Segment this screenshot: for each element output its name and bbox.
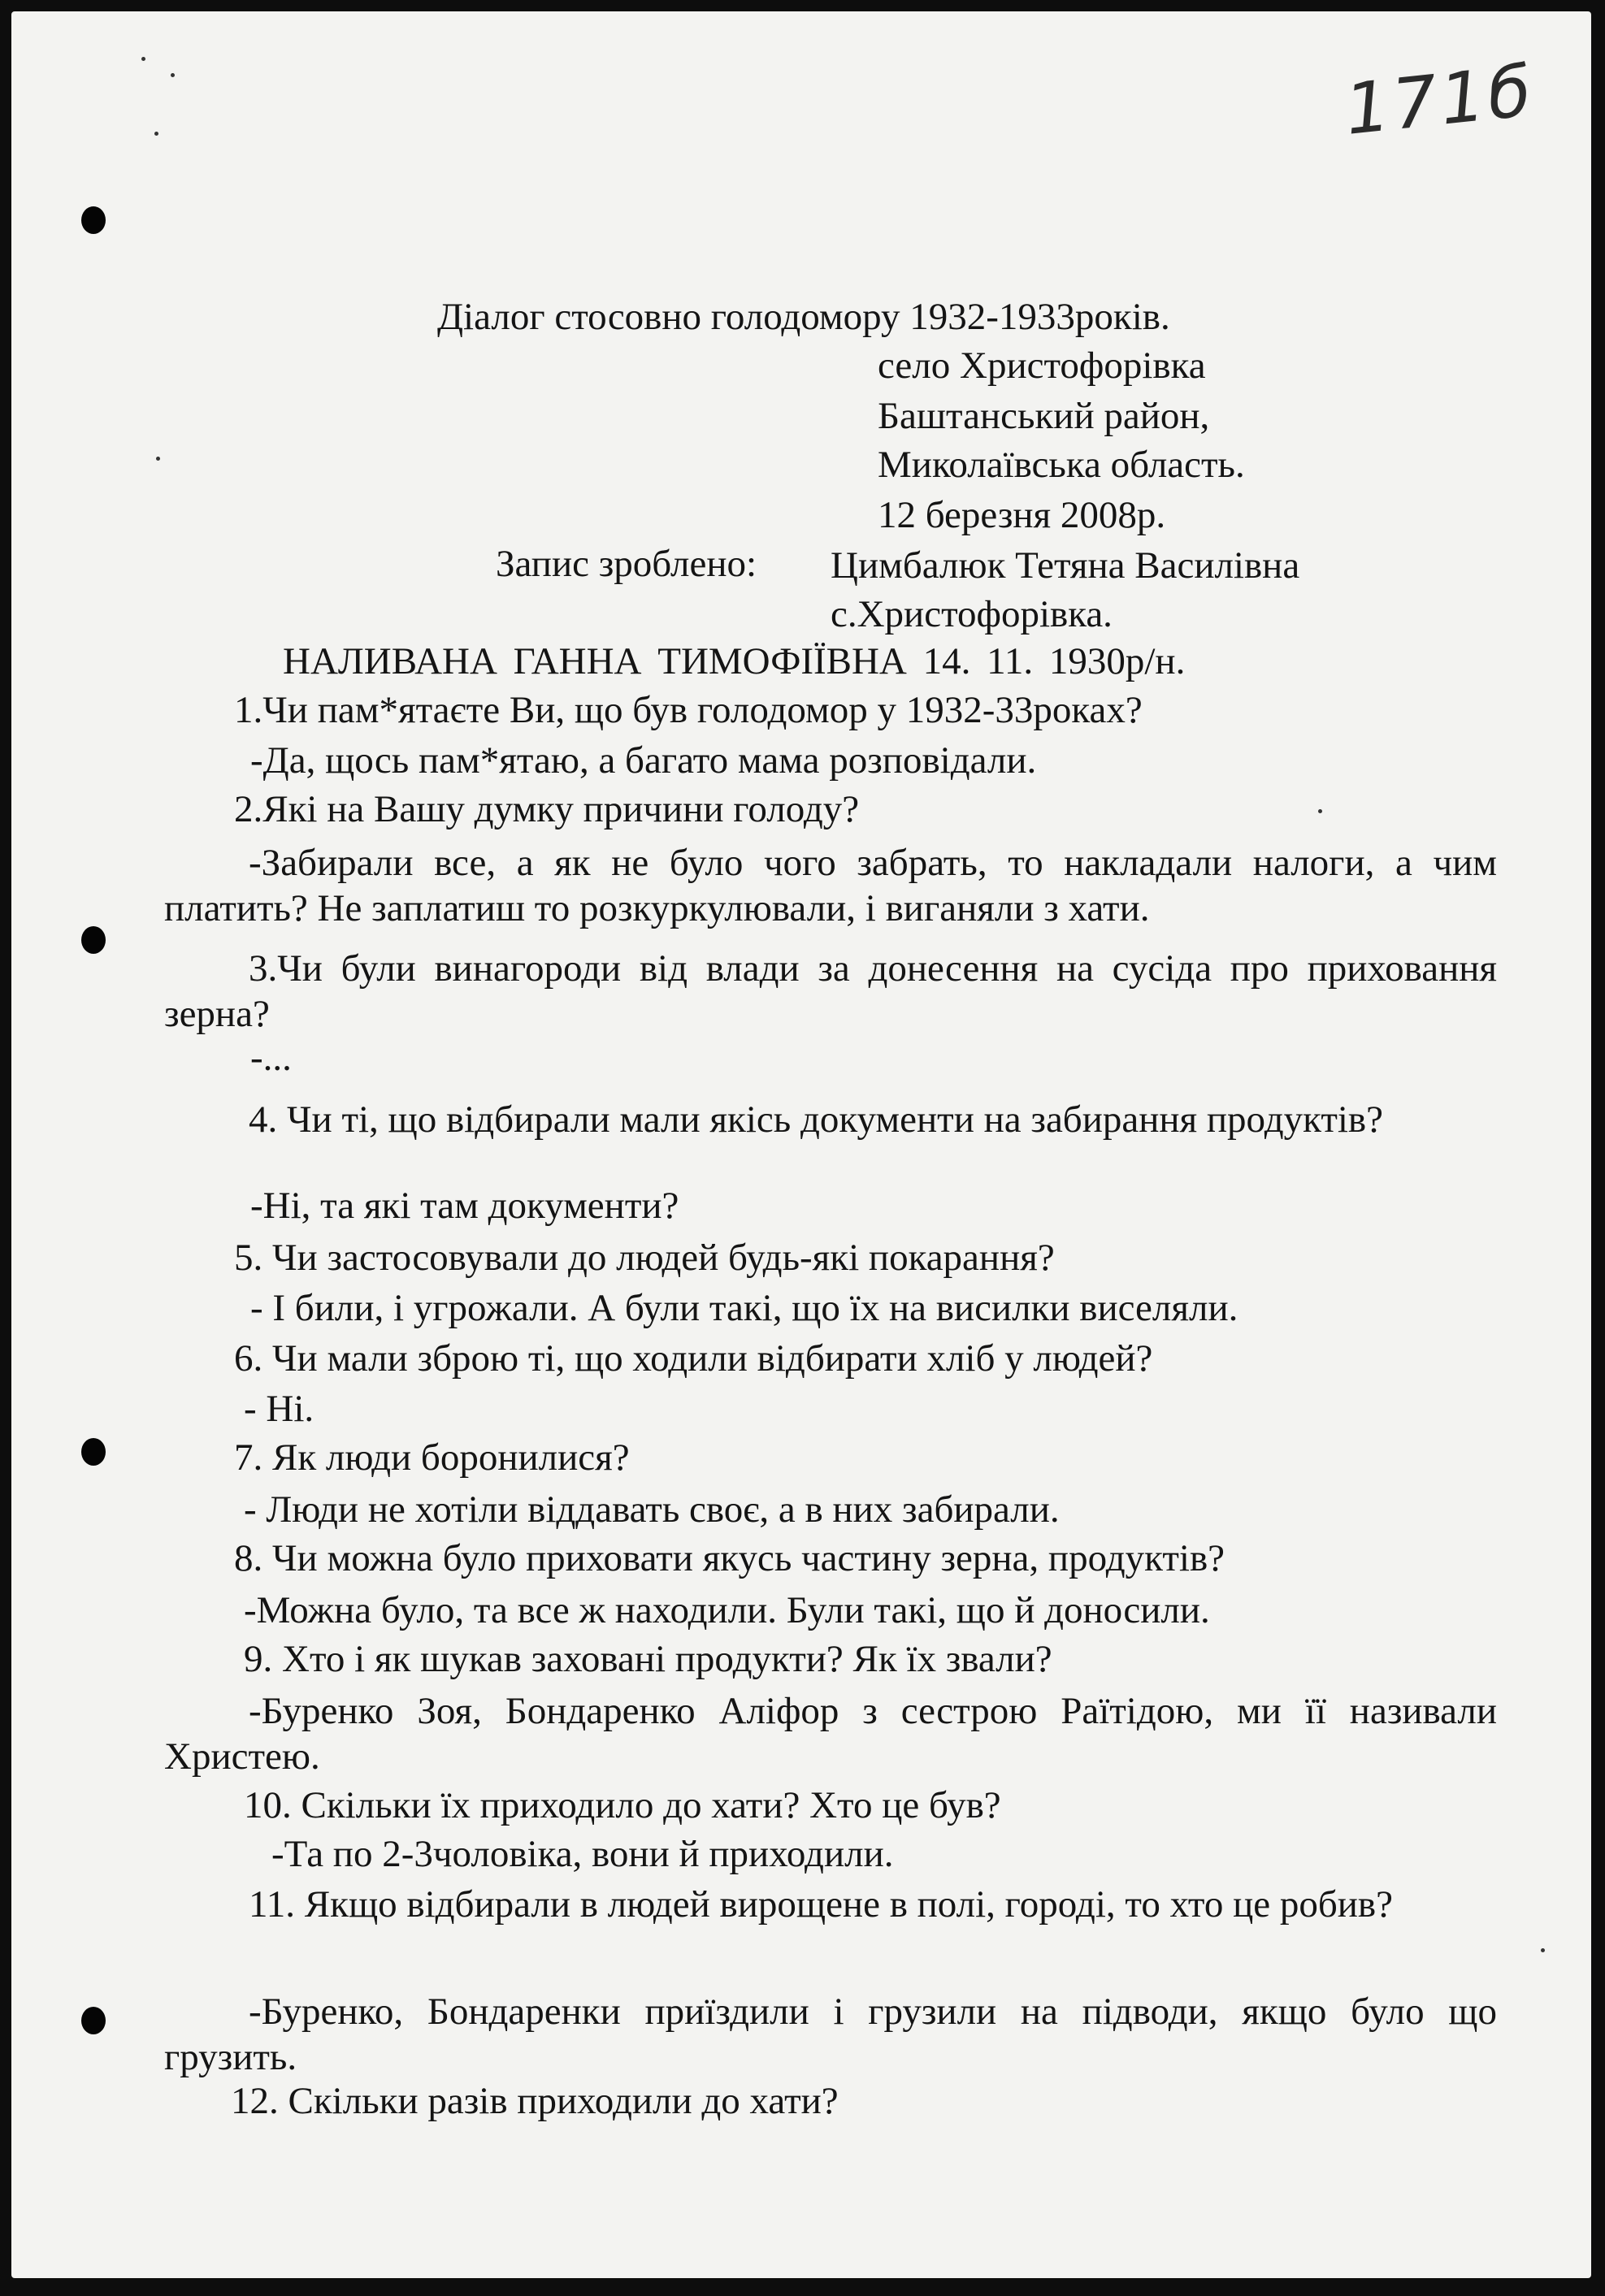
recorded-label: Запис зроблено: [496, 543, 757, 585]
answer-6: - Ні. [244, 1388, 314, 1430]
region: Миколаївська область. [878, 444, 1245, 486]
speck [156, 457, 160, 461]
answer-4: -Ні, та які там документи? [250, 1185, 679, 1227]
question-8: 8. Чи можна було приховати якусь частину зерна, продуктів? [234, 1537, 1225, 1579]
date: 12 березня 2008р. [878, 494, 1166, 536]
question-12: 12. Скільки разів приходили до хати? [231, 2080, 839, 2122]
speck [154, 132, 158, 136]
question-4: 4. Чи ті, що відбирали мали якісь документи на забирання продуктів? [249, 1098, 1383, 1141]
answer-2: -Забирали все, а як не було чого забрать, то накладали налоги, а чим платить? Не заплатиш то розкуркулювали, і виганяли з хати. [164, 842, 1497, 929]
question-10: 10. Скільки їх приходило до хати? Хто це був? [244, 1784, 1001, 1826]
speck [141, 57, 145, 61]
answer-7: - Люди не хотіли віддавать своє, а в них забирали. [244, 1488, 1060, 1531]
punch-hole [81, 206, 106, 234]
speck [1318, 809, 1322, 813]
document-title: Діалог стосовно голодомору 1932-1933років. [437, 296, 1170, 338]
punch-hole [81, 2007, 106, 2034]
answer-1: -Да, щось пам*ятаю, а багато мама розповідали. [250, 739, 1037, 782]
village: село Христофорівка [878, 344, 1206, 387]
question-5: 5. Чи застосовували до людей будь-які покарання? [234, 1237, 1055, 1279]
question-9: 9. Хто і як шукав заховані продукти? Як їх звали? [244, 1638, 1052, 1680]
answer-8: -Можна було, та все ж находили. Були такі, що й доносили. [244, 1589, 1210, 1631]
question-7: 7. Як люди боронилися? [234, 1436, 630, 1479]
speck [1541, 1948, 1545, 1952]
recorder-name: Цимбалюк Тетяна Василівна [831, 544, 1300, 587]
question-3: 3.Чи були винагороди від влади за донесення на сусіда про приховання зерна? [164, 947, 1497, 1035]
answer-9: -Буренко Зоя, Бондаренко Аліфор з сестрою Раїтідою, ми її називали Христею. [164, 1690, 1497, 1778]
page-number: 171б [1341, 50, 1538, 151]
answer-10: -Та по 2-3чоловіка, вони й приходили. [271, 1833, 894, 1875]
answer-5: - І били, і угрожали. А були такі, що їх на висилки виселяли. [250, 1287, 1238, 1329]
answer-3: -... [250, 1037, 292, 1079]
question-11: 11. Якщо відбирали в людей вирощене в полі, городі, то хто це робив? [249, 1883, 1393, 1926]
district: Баштанський район, [878, 395, 1210, 437]
punch-hole [81, 1438, 106, 1466]
answer-11: -Буренко, Бондаренки приїздили і грузили на підводи, якщо було що грузить. [164, 1991, 1497, 2078]
document-page [11, 11, 1591, 2278]
recorder-village: с.Христофорівка. [831, 593, 1113, 635]
punch-hole [81, 926, 106, 954]
question-6: 6. Чи мали зброю ті, що ходили відбирати хліб у людей? [234, 1337, 1153, 1380]
question-2: 2.Які на Вашу думку причини голоду? [234, 788, 860, 830]
speck [171, 73, 175, 77]
interviewee: НАЛИВАНА ГАННА ТИМОФІЇВНА 14. 11. 1930р/н. [283, 640, 1186, 682]
question-1: 1.Чи пам*ятаєте Ви, що був голодомор у 1932-33роках? [234, 689, 1143, 731]
